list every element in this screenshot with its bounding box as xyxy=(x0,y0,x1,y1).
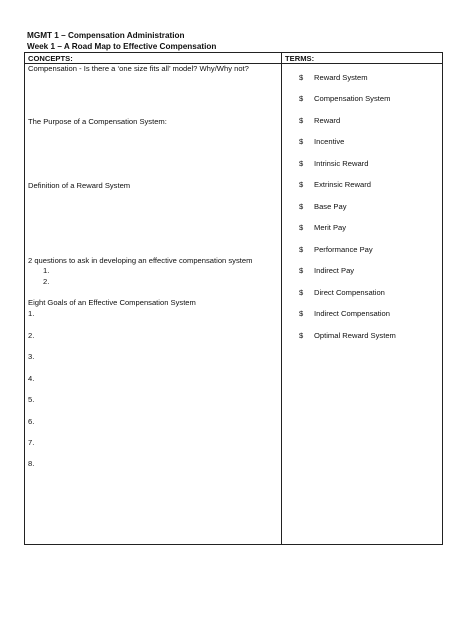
term-item xyxy=(299,116,340,126)
term-item xyxy=(299,202,347,212)
terms-column xyxy=(285,53,441,544)
term-item xyxy=(299,159,368,169)
dollar-bullet-icon: $ xyxy=(299,137,304,146)
goal-item-2: 2. xyxy=(28,331,35,340)
term-item xyxy=(299,223,346,233)
dollar-bullet-icon: $ xyxy=(299,288,304,297)
term-item xyxy=(299,266,354,276)
course-title: MGMT 1 – Compensation Administration xyxy=(27,31,185,40)
document-header xyxy=(27,30,216,52)
term-item xyxy=(299,331,396,341)
dollar-bullet-icon: $ xyxy=(299,202,304,211)
term-item xyxy=(299,73,368,83)
dollar-bullet-icon: $ xyxy=(299,159,304,168)
term-label: Reward xyxy=(314,116,341,125)
concept-reward-definition: Definition of a Reward System xyxy=(28,181,131,190)
dollar-bullet-icon: $ xyxy=(299,94,304,103)
concepts-header: CONCEPTS: xyxy=(28,54,73,63)
week-title: Week 1 – A Road Map to Effective Compensation xyxy=(27,42,217,51)
dollar-bullet-icon: $ xyxy=(299,116,304,125)
term-item xyxy=(299,309,390,319)
goal-item-3: 3. xyxy=(28,352,35,361)
term-item xyxy=(299,137,344,147)
column-divider xyxy=(281,53,282,544)
term-label: Indirect Compensation xyxy=(314,309,390,318)
goal-item-7: 7. xyxy=(28,438,35,447)
goal-item-5: 5. xyxy=(28,395,35,404)
goal-item-4: 4. xyxy=(28,374,35,383)
term-label: Indirect Pay xyxy=(314,266,355,275)
dollar-bullet-icon: $ xyxy=(299,223,304,232)
term-label: Extrinsic Reward xyxy=(314,180,371,189)
dollar-bullet-icon: $ xyxy=(299,245,304,254)
concept-purpose: The Purpose of a Compensation System: xyxy=(28,117,167,126)
two-questions-item-2: 2. xyxy=(43,277,50,286)
worksheet-table xyxy=(24,52,443,545)
term-label: Reward System xyxy=(314,73,368,82)
term-label: Merit Pay xyxy=(314,223,347,232)
dollar-bullet-icon: $ xyxy=(299,180,304,189)
two-questions-item-1: 1. xyxy=(43,266,50,275)
dollar-bullet-icon: $ xyxy=(299,73,304,82)
term-label: Compensation System xyxy=(314,94,391,103)
term-item xyxy=(299,180,371,190)
concept-question-one-size: Compensation - Is there a ‘one size fits all’ model? Why/Why not? xyxy=(28,64,249,73)
term-label: Performance Pay xyxy=(314,245,373,254)
concept-two-questions: 2 questions to ask in developing an effective compensation system xyxy=(28,256,253,265)
term-item xyxy=(299,245,373,255)
dollar-bullet-icon: $ xyxy=(299,309,304,318)
term-item xyxy=(299,288,385,298)
terms-header: TERMS: xyxy=(285,54,315,63)
term-label: Direct Compensation xyxy=(314,288,385,297)
concept-eight-goals: Eight Goals of an Effective Compensation System xyxy=(28,298,196,307)
term-label: Base Pay xyxy=(314,202,347,211)
goal-item-8: 8. xyxy=(28,459,35,468)
goal-item-1: 1. xyxy=(28,309,35,318)
term-label: Optimal Reward System xyxy=(314,331,396,340)
term-item xyxy=(299,94,390,104)
dollar-bullet-icon: $ xyxy=(299,266,304,275)
goal-item-6: 6. xyxy=(28,417,35,426)
concepts-column xyxy=(28,53,278,544)
dollar-bullet-icon: $ xyxy=(299,331,304,340)
term-label: Intrinsic Reward xyxy=(314,159,369,168)
term-label: Incentive xyxy=(314,137,345,146)
